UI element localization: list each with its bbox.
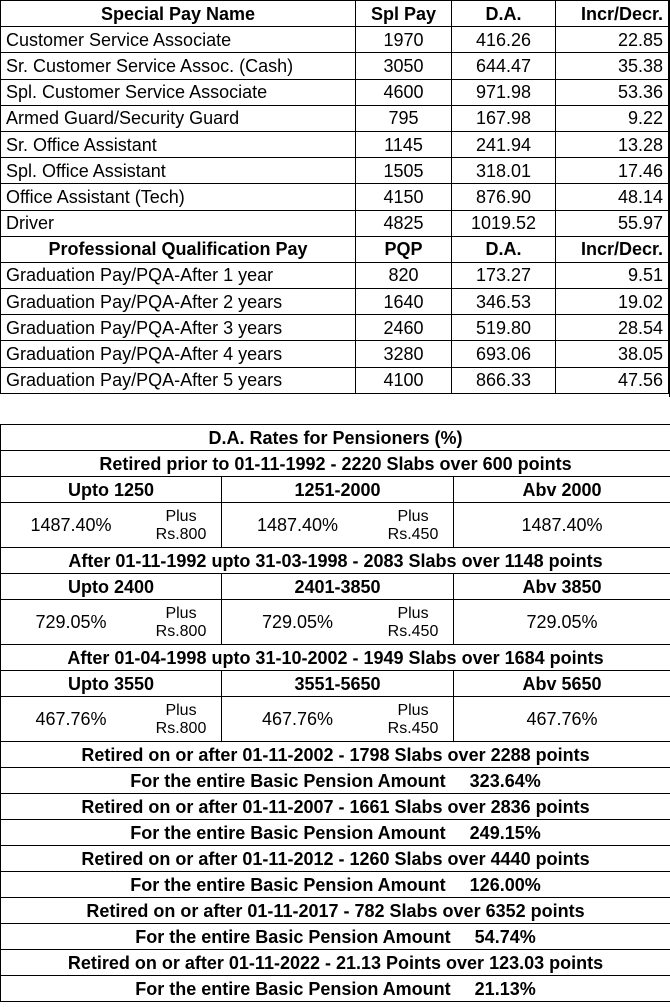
- pension-period-rate: [1, 976, 670, 1002]
- special-pay-table-body: [1, 1, 669, 394]
- plus-rupees: Rs.800: [155, 526, 207, 543]
- rate-cell-content: [1, 600, 221, 644]
- rate-cell: [454, 600, 670, 645]
- da-cell: 167.98: [452, 105, 556, 131]
- table-row: [1, 53, 669, 79]
- pension-slab-header-row: [1, 477, 670, 503]
- da-percentage: 729.05%: [35, 611, 107, 632]
- pension-title: D.A. Rates for Pensioners (%): [1, 425, 670, 451]
- pay-cell: 3280: [356, 341, 452, 367]
- plus-amount: [141, 603, 221, 641]
- pension-group-heading: Retired prior to 01-11-1992 - 2220 Slabs over 600 points: [1, 451, 670, 477]
- pqp-col-header-name: Professional Qualification Pay: [1, 236, 356, 262]
- table-row: [1, 262, 669, 288]
- pension-group-heading-row: [1, 645, 670, 671]
- pension-period-heading-row: [1, 794, 670, 820]
- da-cell: 876.90: [452, 184, 556, 210]
- pay-cell: 820: [356, 262, 452, 288]
- pension-rate-row: [1, 503, 670, 548]
- basic-pension-label: For the entire Basic Pension Amount: [135, 926, 451, 947]
- plus-label: Plus: [165, 508, 197, 525]
- da-percentage: 467.76%: [526, 709, 598, 729]
- rate-cell-content: [222, 600, 453, 644]
- plus-rupees: Rs.800: [155, 720, 207, 737]
- pension-group-heading-row: [1, 548, 670, 574]
- plus-amount: [373, 603, 453, 641]
- pension-period-rate-row: [1, 872, 670, 898]
- rate-cell-content: [1, 503, 221, 547]
- name-cell: Graduation Pay/PQA-After 1 year: [1, 262, 356, 288]
- da-percentage: 467.76%: [35, 708, 107, 729]
- pension-period-rate-row: [1, 768, 670, 794]
- plus-rupees: Rs.450: [387, 623, 439, 640]
- incr-decr-cell: 19.02: [556, 289, 669, 315]
- plus-rupees: Rs.450: [387, 526, 439, 543]
- incr-decr-cell: 47.56: [556, 367, 669, 393]
- table-row: [1, 289, 669, 315]
- name-cell: Office Assistant (Tech): [1, 184, 356, 210]
- plus-label: Plus: [165, 605, 197, 622]
- pqp-col-header-pqp: PQP: [356, 236, 452, 262]
- basic-pension-label: For the entire Basic Pension Amount: [130, 770, 446, 791]
- da-percentage: 1487.40%: [30, 514, 112, 535]
- rate-cell: [454, 697, 670, 742]
- pension-period-heading-row: [1, 742, 670, 768]
- da-cell: 1019.52: [452, 210, 556, 236]
- table-row: [1, 210, 669, 236]
- incr-decr-cell: 48.14: [556, 184, 669, 210]
- slab-range-header: Upto 3550: [1, 671, 222, 697]
- incr-decr-cell: 35.38: [556, 53, 669, 79]
- pension-period-rate: [1, 872, 670, 898]
- plus-rupees: Rs.800: [155, 623, 207, 640]
- pension-period-heading: Retired on or after 01-11-2017 - 782 Slabs over 6352 points: [1, 898, 670, 924]
- da-percentage: 729.05%: [526, 612, 598, 632]
- incr-decr-cell: 9.22: [556, 105, 669, 131]
- rate-cell-content: [1, 697, 221, 741]
- pension-title-row: [1, 425, 670, 451]
- incr-decr-cell: 53.36: [556, 79, 669, 105]
- da-percentage: 467.76%: [261, 708, 334, 729]
- special-pay-header-row: [1, 1, 669, 27]
- table-row: [1, 105, 669, 131]
- table-row: [1, 341, 669, 367]
- special-pay-section: [0, 0, 670, 397]
- name-cell: Graduation Pay/PQA-After 5 years: [1, 367, 356, 393]
- pension-period-heading-row: [1, 950, 670, 976]
- da-cell: 318.01: [452, 158, 556, 184]
- pension-group-heading-row: [1, 451, 670, 477]
- pension-slab-header-row: [1, 574, 670, 600]
- pension-period-heading-row: [1, 898, 670, 924]
- table-row: [1, 27, 669, 53]
- table-row: [1, 79, 669, 105]
- col-header-special-pay-name: Special Pay Name: [1, 1, 356, 27]
- da-cell: 241.94: [452, 131, 556, 157]
- incr-decr-cell: 13.28: [556, 131, 669, 157]
- incr-decr-cell: 28.54: [556, 315, 669, 341]
- name-cell: Graduation Pay/PQA-After 4 years: [1, 341, 356, 367]
- pay-cell: 4600: [356, 79, 452, 105]
- pension-rate-row: [1, 697, 670, 742]
- pension-period-rate-row: [1, 924, 670, 950]
- col-header-spl-pay: Spl Pay: [356, 1, 452, 27]
- pqp-col-header-da: D.A.: [452, 236, 556, 262]
- rate-cell: [1, 600, 222, 645]
- basic-pension-rate: 249.15%: [469, 822, 541, 843]
- plus-label: Plus: [397, 605, 429, 622]
- rate-cell-content: [222, 503, 453, 547]
- slab-range-header: Upto 1250: [1, 477, 222, 503]
- rate-cell: [222, 503, 454, 548]
- rate-cell: [1, 697, 222, 742]
- rate-cell: [1, 503, 222, 548]
- pension-rate-row: [1, 600, 670, 645]
- name-cell: Spl. Customer Service Associate: [1, 79, 356, 105]
- name-cell: Customer Service Associate: [1, 27, 356, 53]
- pension-period-rate: [1, 768, 670, 794]
- pqp-col-header-incr-decr: Incr/Decr.: [556, 236, 669, 262]
- pension-period-heading: Retired on or after 01-11-2022 - 21.13 Points over 123.03 points: [1, 950, 670, 976]
- name-cell: Graduation Pay/PQA-After 2 years: [1, 289, 356, 315]
- slab-range-header: 1251-2000: [222, 477, 454, 503]
- plus-rupees: Rs.450: [387, 720, 439, 737]
- da-cell: 416.26: [452, 27, 556, 53]
- pension-period-rate-row: [1, 976, 670, 1002]
- plus-amount: [141, 506, 221, 544]
- pension-period-rate: [1, 924, 670, 950]
- incr-decr-cell: 22.85: [556, 27, 669, 53]
- pensioner-da-table-body: [1, 425, 670, 1002]
- plus-amount: [141, 700, 221, 738]
- basic-pension-label: For the entire Basic Pension Amount: [130, 822, 446, 843]
- name-cell: Sr. Customer Service Assoc. (Cash): [1, 53, 356, 79]
- da-cell: 866.33: [452, 367, 556, 393]
- da-percentage: 1487.40%: [521, 515, 603, 535]
- pqp-header-row: [1, 236, 669, 262]
- name-cell: Sr. Office Assistant: [1, 131, 356, 157]
- plus-label: Plus: [397, 702, 429, 719]
- pension-period-heading-row: [1, 846, 670, 872]
- plus-label: Plus: [397, 508, 429, 525]
- pension-group-heading: After 01-11-1992 upto 31-03-1998 - 2083 Slabs over 1148 points: [1, 548, 670, 574]
- basic-pension-rate: 54.74%: [474, 926, 536, 947]
- col-header-incr-decr: Incr/Decr.: [556, 1, 669, 27]
- pay-cell: 3050: [356, 53, 452, 79]
- pay-cell: 1145: [356, 131, 452, 157]
- pay-cell: 4150: [356, 184, 452, 210]
- basic-pension-rate: 126.00%: [469, 874, 541, 895]
- table-row: [1, 315, 669, 341]
- da-percentage: 1487.40%: [256, 514, 339, 535]
- pay-cell: 2460: [356, 315, 452, 341]
- da-cell: 644.47: [452, 53, 556, 79]
- incr-decr-cell: 9.51: [556, 262, 669, 288]
- name-cell: Armed Guard/Security Guard: [1, 105, 356, 131]
- pension-period-rate-row: [1, 820, 670, 846]
- table-row: [1, 367, 669, 393]
- pension-period-heading: Retired on or after 01-11-2007 - 1661 Slabs over 2836 points: [1, 794, 670, 820]
- basic-pension-label: For the entire Basic Pension Amount: [135, 978, 451, 999]
- slab-range-header: Upto 2400: [1, 574, 222, 600]
- pay-cell: 1970: [356, 27, 452, 53]
- da-cell: 971.98: [452, 79, 556, 105]
- pension-group-heading: After 01-04-1998 upto 31-10-2002 - 1949 Slabs over 1684 points: [1, 645, 670, 671]
- da-cell: 346.53: [452, 289, 556, 315]
- da-cell: 173.27: [452, 262, 556, 288]
- table-row: [1, 184, 669, 210]
- rate-cell: [454, 503, 670, 548]
- table-row: [1, 158, 669, 184]
- pay-cell: 1505: [356, 158, 452, 184]
- incr-decr-cell: 38.05: [556, 341, 669, 367]
- plus-label: Plus: [165, 702, 197, 719]
- name-cell: Driver: [1, 210, 356, 236]
- plus-amount: [373, 700, 453, 738]
- pension-period-heading: Retired on or after 01-11-2012 - 1260 Slabs over 4440 points: [1, 846, 670, 872]
- name-cell: Spl. Office Assistant: [1, 158, 356, 184]
- pay-cell: 4100: [356, 367, 452, 393]
- slab-range-header: 3551-5650: [222, 671, 454, 697]
- slab-range-header: Abv 3850: [454, 574, 670, 600]
- pensioner-da-table: [0, 424, 670, 1002]
- special-pay-table: [0, 0, 669, 394]
- col-header-da: D.A.: [452, 1, 556, 27]
- basic-pension-rate: 323.64%: [469, 770, 541, 791]
- pay-cell: 795: [356, 105, 452, 131]
- slab-range-header: Abv 5650: [454, 671, 670, 697]
- basic-pension-rate: 21.13%: [474, 978, 536, 999]
- table-row: [1, 131, 669, 157]
- pension-slab-header-row: [1, 671, 670, 697]
- da-cell: 519.80: [452, 315, 556, 341]
- pension-period-rate: [1, 820, 670, 846]
- rate-cell: [222, 600, 454, 645]
- rate-cell: [222, 697, 454, 742]
- plus-amount: [373, 506, 453, 544]
- da-percentage: 729.05%: [261, 611, 334, 632]
- da-cell: 693.06: [452, 341, 556, 367]
- pay-cell: 4825: [356, 210, 452, 236]
- pension-period-heading: Retired on or after 01-11-2002 - 1798 Slabs over 2288 points: [1, 742, 670, 768]
- incr-decr-cell: 17.46: [556, 158, 669, 184]
- incr-decr-cell: 55.97: [556, 210, 669, 236]
- basic-pension-label: For the entire Basic Pension Amount: [130, 874, 446, 895]
- rate-cell-content: [222, 697, 453, 741]
- pay-cell: 1640: [356, 289, 452, 315]
- slab-range-header: 2401-3850: [222, 574, 454, 600]
- name-cell: Graduation Pay/PQA-After 3 years: [1, 315, 356, 341]
- slab-range-header: Abv 2000: [454, 477, 670, 503]
